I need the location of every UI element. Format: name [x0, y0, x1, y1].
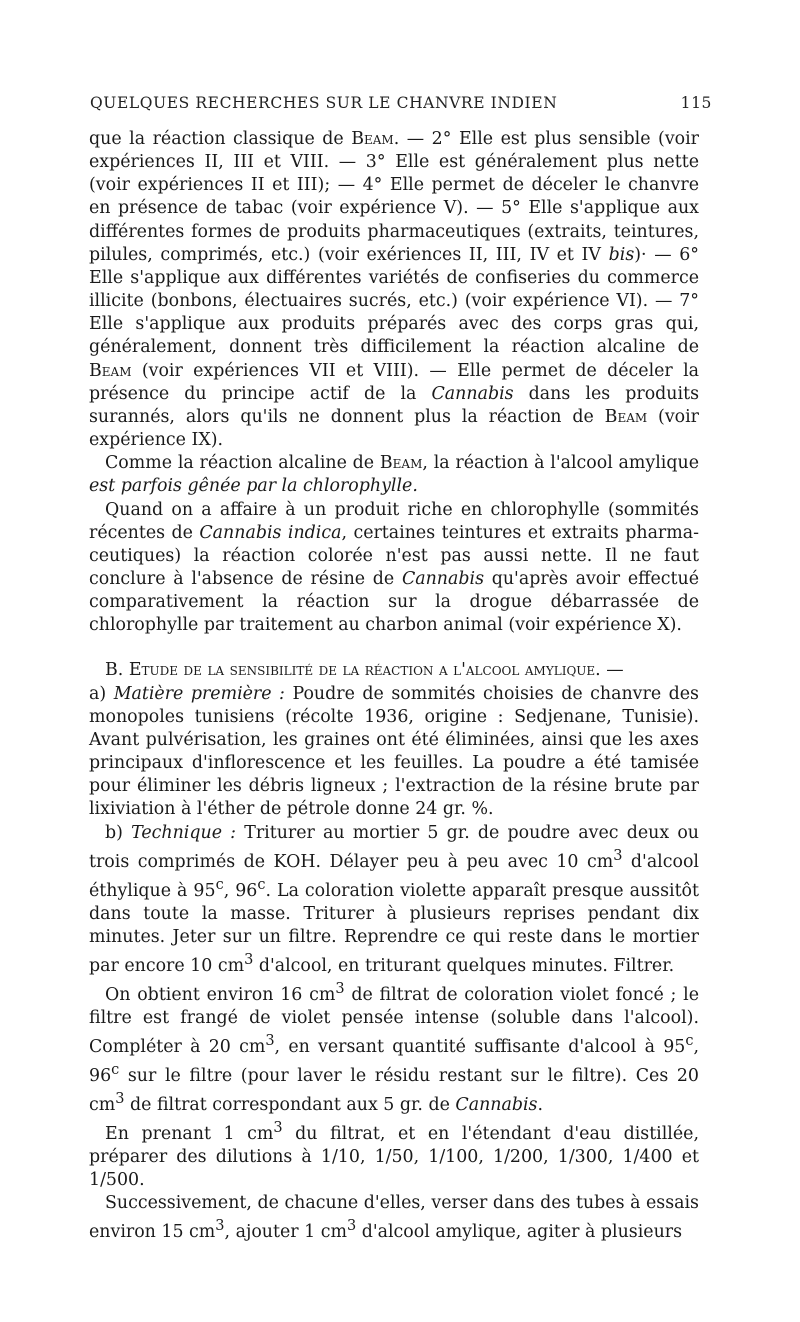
text-run: — [600, 660, 624, 681]
paragraph-2 [89, 452, 699, 498]
running-header [90, 94, 712, 112]
italic-term: Cannabis [431, 383, 514, 404]
text-run: de filtrat correspondant aux 5 gr. de [124, 1094, 456, 1115]
superscript: c [257, 876, 266, 893]
text-run: On obtient environ 16 cm [105, 984, 336, 1005]
text-run: , 96 [223, 880, 258, 901]
superscript: c [215, 876, 224, 893]
italic-term: Cannabis [401, 568, 484, 589]
author-name: Beam [379, 453, 423, 474]
text-run: . — 2° Elle est plus sensible (voir expériences II, III et VIII. — 3° Elle est généralement plus nette (voir expériences II et III); — 4° Elle permet de déceler le chanvre en présence de tabac (voir expérience V). — 5° Elle s'applique aux différentes formes de produits pharmaceutiques (extraits, teintures, pilules, comprimés, etc.) (voir exériences II, III, IV et IV [89, 129, 699, 265]
superscript: 3 [273, 1119, 283, 1136]
text-run: sur le filtre (pour laver le résidu restant sur le filtre). Ces 20 cm [89, 1065, 699, 1115]
author-name: Beam [89, 360, 132, 381]
text-run: , la réaction à l'alcool amylique [422, 453, 699, 474]
body-text [89, 128, 699, 1244]
author-name: Beam [351, 129, 394, 149]
section-heading: B. Etude de la sensibilité de la réaction a l'alcool amylique. [105, 660, 601, 681]
superscript: 3 [346, 1218, 357, 1235]
text-run: Triturer au mortier 5 gr. de poudre avec deux ou trois comprimés de KOH. Délayer peu à peu avec 10 cm [89, 822, 699, 872]
superscript: c [111, 1061, 120, 1078]
text-run: , 96 [89, 1036, 699, 1086]
text-run: qu'après avoir effectué comparativement la réaction sur la drogue débarrassée de chlorophylle par traitement au charbon animal (voir expérience X). [89, 568, 699, 636]
text-run: (voir expériences VII et VIII). — Elle permet de déceler la présence du principe actif de la [89, 360, 699, 404]
section-b-intro [89, 659, 699, 821]
text-run: dans les produits surannés, alors qu'ils ne donnent plus la réaction de [89, 383, 699, 427]
item-title: Technique : [131, 822, 237, 843]
text-run: Quand on a affaire à un produit riche en chlorophylle (sommités récentes de [89, 499, 699, 543]
text-run: d'alcool, en triturant quelques minutes. Filtrer. [253, 955, 675, 976]
text-run: (voir expérience IX). [89, 406, 699, 451]
italic-term: bis [608, 244, 635, 265]
text-run: d'alcool amylique, agiter à plusieurs [356, 1222, 683, 1243]
superscript: 3 [265, 1032, 275, 1049]
text-run: , ajouter 1 cm [224, 1222, 347, 1243]
text-run: , en versant quantité suffisante d'alcool à 95 [274, 1036, 686, 1057]
italic-emphasis: est parfois gênée par la chlorophylle. [89, 476, 418, 497]
running-title: QUELQUES RECHERCHES SUR LE CHANVRE INDIEN [90, 94, 558, 112]
paragraph-6 [89, 1117, 699, 1192]
superscript: 3 [335, 980, 345, 997]
text-run: . La coloration violette apparaît presque aussitôt dans toute la masse. Triturer à plusieurs reprises pendant dix minutes. Jeter sur un filtre. Reprendre ce qui reste dans le mortier par encore 10 cm [89, 880, 700, 976]
text-run: Poudre de sommités choisies de chanvre des monopoles tunisiens (récolte 1936, origine : Sedjenane, Tunisie). Avant pulvérisation, les graines ont été éliminées, ainsi que les axes principaux d'inflorescence et les feuilles. La poudre a été tamisée pour éliminer les débris ligneux ; l'extraction de la résine brute par lixiviation à l'éther de pétrole donne 24 gr. %. [89, 683, 699, 820]
superscript: c [685, 1032, 694, 1049]
page-number: 115 [680, 94, 712, 112]
superscript: 3 [244, 951, 254, 968]
item-title: Matière première : [113, 683, 285, 704]
item-label: a) [89, 683, 114, 704]
superscript: 3 [215, 1218, 225, 1235]
paragraph-5 [89, 978, 699, 1117]
text-run: Comme la réaction alcaline de [105, 453, 380, 474]
paragraph-7 [89, 1192, 699, 1244]
text-run: que la réaction classique de [89, 129, 352, 149]
text-run: Successivement, de chacune d'elles, verser dans des tubes à essais environ 15 cm [89, 1193, 699, 1243]
italic-term: Cannabis [455, 1094, 538, 1115]
text-run: )· — 6° Elle s'applique aux différentes variétés de confiseries du commerce illicite (bonbons, électuaires sucrés, etc.) (voir expérience VI). — 7° Elle s'applique aux produits préparés avec des corps gras qui, généralement, donnent très difficilement la réaction alcaline de [89, 244, 699, 358]
text-run: En prenant 1 cm [105, 1123, 274, 1144]
superscript: 3 [613, 847, 623, 864]
author-name: Beam [604, 406, 648, 427]
text-run: . [537, 1094, 544, 1115]
paragraph-technique [89, 822, 699, 978]
superscript: 3 [115, 1090, 125, 1107]
paragraph-1 [89, 128, 699, 452]
paragraph-3 [89, 499, 699, 638]
text-run: du filtrat, et en l'étendant d'eau distillée, préparer des dilutions à 1/10, 1/50, 1/100, 1/200, 1/300, 1/400 et 1/500. [89, 1123, 699, 1190]
text-run: de filtrat de coloration violet foncé ; le filtre est frangé de violet pensée intense (soluble dans l'alcool). Compléter à 20 cm [89, 984, 699, 1057]
item-label: b) [105, 822, 132, 843]
italic-term: Cannabis indica [199, 522, 342, 543]
section-spacer [89, 637, 699, 659]
text-run: d'alcool éthylique à 95 [89, 851, 699, 901]
text-run: , certaines teintures et extraits pharmaceutiques) la réaction colorée n'est pas aussi nette. Il ne faut conclure à l'absence de résine de [89, 522, 699, 589]
